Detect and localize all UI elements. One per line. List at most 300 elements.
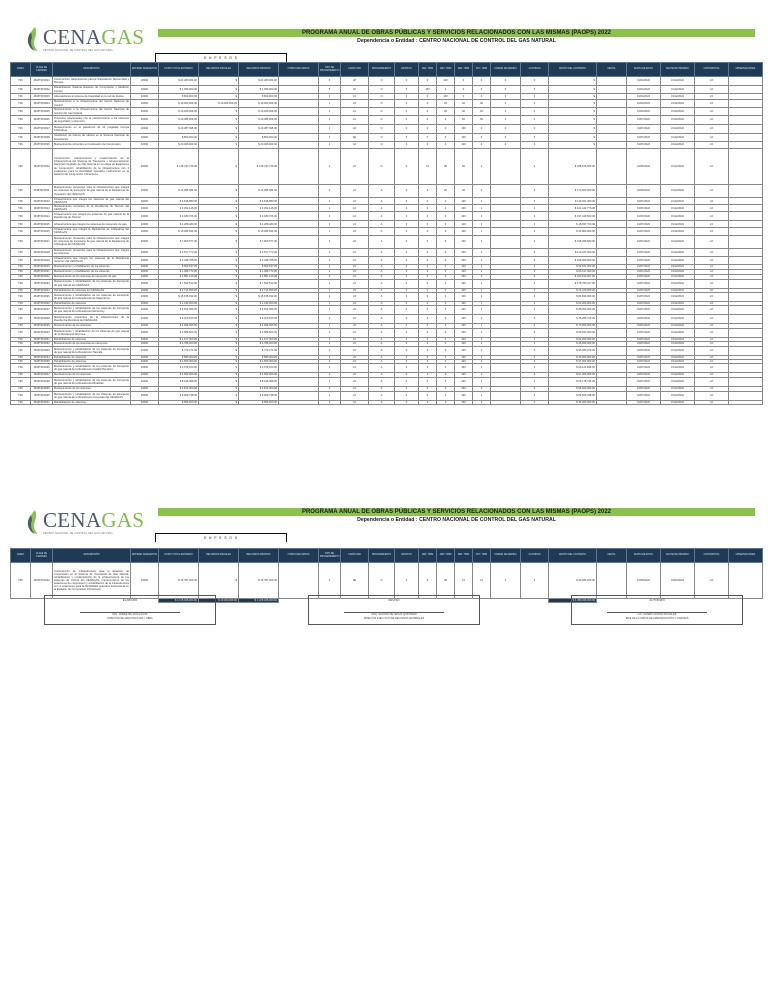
cell-contr: LO (695, 264, 729, 269)
cell-fi: 01/07/2022 (627, 212, 661, 221)
cell-clave: 1518T0K0031 (31, 337, 53, 341)
cell-clave: 1518T0K0016 (31, 228, 53, 235)
cell-tipo: 1 (319, 205, 341, 212)
cell-q4: 1 (473, 337, 491, 341)
cell-oth (279, 149, 319, 185)
cell-desc: Rehabilitación de sistemas (53, 401, 131, 405)
logo-word-b: GAS (101, 24, 145, 49)
cell-ft: 31/12/2022 (661, 401, 695, 405)
cell-ft: 31/03/2024 (661, 563, 695, 599)
total-empty (11, 599, 31, 603)
cell-fecha (597, 314, 627, 323)
cell-fi: 01/07/2022 (627, 125, 661, 134)
cell-proc: A (369, 274, 395, 279)
cell-fi: 01/07/2022 (627, 256, 661, 264)
cell-contr: LO (695, 212, 729, 221)
cell-contr: LO (695, 328, 729, 337)
cell-fisc: $ (199, 401, 239, 405)
cell-car: LO (341, 323, 369, 328)
cell-contr: LO (695, 288, 729, 292)
cell-fi: 01/07/2022 (627, 305, 661, 314)
cell-prop: $ 10,387,395.00 (239, 125, 279, 134)
cell-fi: 01/07/2022 (627, 364, 661, 373)
cell-q4: 0 (473, 125, 491, 134)
cell-monto: $ (549, 116, 597, 125)
cell-costo: $ 3,251,969.00 (159, 305, 199, 314)
cell-fi: 01/07/2022 (627, 274, 661, 279)
cell-q2: 0 (437, 292, 455, 301)
cell-q4: 1 (473, 378, 491, 387)
cell-ent: 32000 (131, 77, 159, 86)
cell-prop: $ 7,960,577.00 (239, 235, 279, 248)
cell-monto: $ 86,000,000.00 (549, 305, 597, 314)
total-monto: $ 4,389,498,000.00 (549, 599, 597, 603)
cell-fi: 01/04/2022 (627, 100, 661, 108)
cell-clave: 1518T0K0018 (31, 248, 53, 256)
cell-ramo: T0K (11, 288, 31, 292)
signature-name: ING. JORGE DE ÁVILA SILVA (112, 613, 148, 616)
cell-est: 0 (395, 228, 419, 235)
cell-tipo: 1 (319, 116, 341, 125)
cell-cant: 4 (521, 387, 549, 392)
column-header: COSTO TOTAL ESTIMADO (159, 549, 199, 563)
cell-tipo: 1 (319, 256, 341, 264)
cell-ent: 32000 (131, 323, 159, 328)
cell-prop: $ 1,960,000.00 (239, 373, 279, 378)
cell-q4: 0 (473, 86, 491, 94)
cell-est: 0 (395, 235, 419, 248)
cell-q3: 100 (455, 337, 473, 341)
column-header: 3ER. TRIM (455, 549, 473, 563)
cell-cant: 0 (521, 77, 549, 86)
cell-fi: 01/07/2022 (627, 142, 661, 149)
cell-um (491, 314, 521, 323)
cell-car: SE (341, 563, 369, 599)
cell-monto: $ (549, 108, 597, 116)
total-prop: $ 1,105,468,000.00 (239, 599, 279, 603)
cell-fecha (597, 401, 627, 405)
cell-fi: 01/07/2022 (627, 328, 661, 337)
table-row (11, 279, 763, 288)
cell-contr: LO (695, 198, 729, 205)
cell-est: 0 (395, 387, 419, 392)
cell-fisc: $ (199, 346, 239, 355)
cell-q1: 0 (419, 212, 437, 221)
cell-fi: 01/06/2022 (627, 563, 661, 599)
cell-car: LO (341, 212, 369, 221)
cell-proc: N (369, 149, 395, 185)
cell-q4: 1 (473, 401, 491, 405)
cell-obs (729, 108, 763, 116)
cell-um (491, 401, 521, 405)
cell-tipo: 1 (319, 387, 341, 392)
cell-tipo: 1 (319, 228, 341, 235)
table-row (11, 116, 763, 125)
cell-ent: 32000 (131, 341, 159, 346)
cell-q1: 15 (419, 149, 437, 185)
cell-costo: $ 503,637.00 (159, 264, 199, 269)
cell-clave: 1518T0K0039 (31, 387, 53, 392)
cell-obs (729, 563, 763, 599)
cell-ft: 31/12/2022 (661, 205, 695, 212)
cell-tipo: 1 (319, 401, 341, 405)
cell-monto: $ 58,000,000.00 (549, 387, 597, 392)
cell-est: 0 (395, 292, 419, 301)
cell-q4: 1 (473, 256, 491, 264)
cell-ramo: T0K (11, 198, 31, 205)
cell-ramo: T0K (11, 373, 31, 378)
cell-q2: 0 (437, 248, 455, 256)
cell-q1: 0 (419, 264, 437, 269)
cell-q2: 0 (437, 364, 455, 373)
cell-costo: $ 1,089,772.00 (159, 269, 199, 274)
cell-costo: $ 8,196,998.00 (159, 378, 199, 387)
cell-proc: A (369, 364, 395, 373)
cell-prop: $ 1,650,000.00 (239, 359, 279, 363)
cell-q4: 1 (473, 149, 491, 185)
cell-car: LO (341, 373, 369, 378)
column-header: PROCEDIMIENTO (369, 63, 395, 77)
cell-q2: 0 (437, 346, 455, 355)
cell-ft: 31/12/2022 (661, 341, 695, 346)
cell-fisc: $ (199, 364, 239, 373)
cell-q4: 21 (473, 563, 491, 599)
cell-fi: 01/07/2022 (627, 264, 661, 269)
cell-proc: A (369, 323, 395, 328)
column-header: 1ER. TRIM (419, 63, 437, 77)
cell-ft: 31/12/2022 (661, 305, 695, 314)
cell-q1: 0 (419, 314, 437, 323)
cell-est: 0 (395, 185, 419, 198)
cell-q1: 0 (419, 134, 437, 142)
cell-obs (729, 235, 763, 248)
cell-q1: 0 (419, 256, 437, 264)
cell-monto: $ 46,300,000.00 (549, 341, 597, 346)
cell-fi: 01/07/2022 (627, 301, 661, 305)
cell-q3: 100 (455, 364, 473, 373)
cell-ramo: T0K (11, 205, 31, 212)
table-row (11, 185, 763, 198)
currency-box (155, 53, 287, 62)
cell-q2: 0 (437, 86, 455, 94)
cell-desc: Proyectos relacionados con el mantenimiento a los sistemas de seguridad y protección (54, 116, 129, 123)
cell-prop: $ 2,920,738.00 (239, 392, 279, 401)
cell-ent: 32000 (131, 100, 159, 108)
cell-q2: 20 (437, 100, 455, 108)
cell-fi: 01/07/2022 (627, 359, 661, 363)
cell-desc: Infraestructura que integra la Residencia de Chihuahua del CENAGAS (54, 228, 129, 235)
cell-q1: 0 (419, 116, 437, 125)
cell-car: LO (341, 125, 369, 134)
cell-proc: A (369, 355, 395, 359)
cell-desc: Mantenimiento a la infraestructura del Centro Nacional de Control del Gas Natural (54, 108, 129, 115)
column-header: 1ER. TRIM (419, 549, 437, 563)
cell-desc: Rehabilitación Sistema Estación de Compresión y Medición Cempa (54, 86, 129, 93)
cell-q2: 20 (437, 108, 455, 116)
cell-q4: 1 (473, 264, 491, 269)
cell-prop: $ 128,731,375.00 (239, 149, 279, 185)
column-header: RAMO (11, 63, 31, 77)
cell-contr: LO (695, 77, 729, 86)
cell-q1: 0 (419, 337, 437, 341)
cell-fisc: $ (199, 292, 239, 301)
cell-prop: $ 800,000.00 (239, 134, 279, 142)
cell-prop: $ 7,693,512.00 (239, 279, 279, 288)
cell-proc: N (369, 94, 395, 100)
cell-proc: A (369, 305, 395, 314)
cell-ent: 32000 (131, 198, 159, 205)
cell-fi: 01/04/2022 (627, 108, 661, 116)
cell-est: 0 (395, 355, 419, 359)
cell-costo: $ 3,303,145.00 (159, 205, 199, 212)
cell-car: SE (341, 134, 369, 142)
cell-clave: 1518T0K0030 (31, 328, 53, 337)
cell-fi: 01/07/2022 (627, 341, 661, 346)
cell-q2: 0 (437, 221, 455, 228)
cell-ent: 32000 (131, 301, 159, 305)
cell-ent: 32000 (131, 401, 159, 405)
cell-tipo: 1 (319, 364, 341, 373)
cell-oth (279, 86, 319, 94)
cell-costo: $ 3,049,795.00 (159, 256, 199, 264)
cell-fisc: $ (199, 235, 239, 248)
cell-ramo: T0K (11, 279, 31, 288)
cell-q1: 100 (419, 86, 437, 94)
cell-proc: A (369, 288, 395, 292)
cell-fisc: $ (199, 256, 239, 264)
cell-fecha (597, 125, 627, 134)
signature-name: LIC. JAVIER CASTRO ROSALES (637, 613, 677, 616)
cell-fi: 01/07/2022 (627, 314, 661, 323)
cell-monto: $ 93,123,848.00 (549, 364, 597, 373)
cell-ent: 32000 (131, 279, 159, 288)
cell-proc: A (369, 301, 395, 305)
cell-tipo: 1 (319, 274, 341, 279)
table-row (11, 221, 763, 228)
cell-contr: LO (695, 314, 729, 323)
cell-q3: 100 (455, 288, 473, 292)
cell-est: 0 (395, 401, 419, 405)
cell-cant: 4 (521, 256, 549, 264)
cell-obs (729, 401, 763, 405)
cell-prop: $ 10,053,534.00 (239, 228, 279, 235)
cell-fisc: $ (199, 125, 239, 134)
column-header: FECHA DE TÉRMINO (661, 549, 695, 563)
cell-q2: 0 (437, 274, 455, 279)
cell-fecha (597, 205, 627, 212)
cell-q1: 0 (419, 77, 437, 86)
cell-monto: $ (549, 86, 597, 94)
cell-ft: 31/12/2022 (661, 108, 695, 116)
table-row (11, 563, 763, 599)
page-subtitle: Dependencia o Entidad : CENTRO NACIONAL DE CONTROL DEL GAS NATURAL (357, 38, 556, 44)
cell-fi: 01/07/2022 (627, 288, 661, 292)
cell-desc: Mantenimiento de los sistemas (53, 323, 131, 328)
cell-desc: Adecuaciones al sistema de integridad en la red de ductos (53, 94, 131, 100)
cell-q2: 0 (437, 142, 455, 149)
cell-ramo: T0K (11, 341, 31, 346)
cell-fi: 01/04/2022 (627, 94, 661, 100)
cell-um: 0 (491, 86, 521, 94)
cell-q2: 0 (437, 116, 455, 125)
cell-cant: 4 (521, 373, 549, 378)
cell-ramo: T0K (11, 274, 31, 279)
cell-ramo: T0K (11, 256, 31, 264)
cell-ent: 32000 (131, 288, 159, 292)
cell-ft: 31/12/2022 (661, 264, 695, 269)
cell-q4: 1 (473, 288, 491, 292)
cell-cant: 4 (521, 314, 549, 323)
column-header: RECURSOS PROPIOS (239, 63, 279, 77)
logo-word-a: CENA (43, 24, 102, 49)
cell-q4: 0 (473, 94, 491, 100)
cell-proc: A (369, 378, 395, 387)
cell-prop: $ 10,000,000.00 (239, 100, 279, 108)
cell-fisc: $ (199, 269, 239, 274)
cell-ft: 31/12/2022 (661, 274, 695, 279)
cell-costo: $ 7,960,577.00 (159, 235, 199, 248)
cell-clave: 1518T0K0028 (31, 314, 53, 323)
cell-monto: $ 37,000,000.00 (549, 359, 597, 363)
signature-position: DIRECTOR DE ARQUITECTURA Y OBRA (107, 617, 153, 620)
total-fisc: $ 10,000,000.00 (199, 599, 239, 603)
cell-desc: Mantenimiento y rehabilitación de los sistemas de transporte de gas natural de la Residencia Monterrey (54, 306, 129, 313)
cell-ent: 32000 (131, 212, 159, 221)
cell-clave: 1518T0K0014 (31, 212, 53, 221)
cell-oth (279, 116, 319, 125)
cell-contr: LO (695, 337, 729, 341)
cell-clave: 1518T0K0025 (31, 292, 53, 301)
cell-proc: A (369, 328, 395, 337)
cell-ramo: T0K (11, 235, 31, 248)
cell-ramo: T0K (11, 221, 31, 228)
cell-tipo: 1 (319, 305, 341, 314)
cell-oth (279, 134, 319, 142)
cell-desc: Mantenimiento y rehabilitación de los sistemas (53, 269, 131, 274)
cell-cant: 4 (521, 269, 549, 274)
cell-costo: $ 1,443,000.00 (159, 301, 199, 305)
cell-q3: 100 (455, 314, 473, 323)
cell-q4: 1 (473, 228, 491, 235)
cell-clave: 1518T0K0041 (31, 401, 53, 405)
cell-q4: 1 (473, 346, 491, 355)
cell-fecha (597, 221, 627, 228)
cell-costo: $ 3,617,773.00 (159, 248, 199, 256)
cell-ent: 32000 (131, 235, 159, 248)
cell-q2: 0 (437, 264, 455, 269)
cell-fisc: $ (199, 328, 239, 337)
cell-obs (729, 212, 763, 221)
cell-cant: 4 (521, 292, 549, 301)
cell-proc: A (369, 228, 395, 235)
cell-costo: $ 30,385,600.00 (159, 116, 199, 125)
cell-contr: LO (695, 185, 729, 198)
cell-clave: 1518T0K0012 (31, 198, 53, 205)
cell-cant: 4 (521, 346, 549, 355)
cell-car: LO (341, 108, 369, 116)
signature-role: REVISÓ (388, 598, 400, 602)
cell-q4: 1 (473, 301, 491, 305)
cell-fecha (597, 279, 627, 288)
cell-ft: 31/12/2022 (661, 269, 695, 274)
cell-monto: $ 18,097,720.00 (549, 221, 597, 228)
cell-oth (279, 256, 319, 264)
cell-q4: 40 (473, 108, 491, 116)
column-header: FECHA DE TÉRMINO (661, 63, 695, 77)
cell-monto: $ (549, 94, 597, 100)
cell-desc: Mantenimiento y rehabilitación de los sistemas de transporte de gas natural del CENAGAS (54, 280, 129, 287)
cell-q1: 0 (419, 100, 437, 108)
cell-costo: $ 1,996,000.00 (159, 323, 199, 328)
cell-monto: $ 63,178,746.00 (549, 378, 597, 387)
cell-obs (729, 205, 763, 212)
cell-oth (279, 100, 319, 108)
column-header: ESTATUS (395, 549, 419, 563)
cell-contr: LO (695, 392, 729, 401)
cell-proc: A (369, 401, 395, 405)
cell-proc: N (369, 116, 395, 125)
cell-proc: A (369, 198, 395, 205)
cell-q2: 0 (437, 279, 455, 288)
cell-contr: LO (695, 378, 729, 387)
cell-costo: $ 22,480,000.00 (159, 77, 199, 86)
cell-desc: Rehabilitación de sistemas (53, 359, 131, 363)
cell-est: 0 (395, 364, 419, 373)
logo-subtitle: CENTRO NACIONAL DE CONTROL DEL GAS NATURAL (43, 48, 114, 52)
cell-tipo: 1 (319, 563, 341, 599)
cell-car: LO (341, 355, 369, 359)
cell-q1: 0 (419, 108, 437, 116)
cell-q3: 100 (455, 378, 473, 387)
cell-proc: A (369, 292, 395, 301)
column-header: RECURSOS FISCALES (199, 549, 239, 563)
cell-fisc: $ (199, 77, 239, 86)
cell-q1: 0 (419, 341, 437, 346)
cell-clave: 1518T0K0021 (31, 269, 53, 274)
cell-costo: $ 3,618,980.00 (159, 198, 199, 205)
cell-fecha (597, 305, 627, 314)
cell-ft: 31/12/2022 (661, 378, 695, 387)
cell-tipo: 1 (319, 301, 341, 305)
cell-clave: 1518T0K0003 (31, 94, 53, 100)
cell-monto: $ 119,461,453.00 (549, 198, 597, 205)
cell-q2: 100 (437, 77, 455, 86)
cell-car: LO (341, 248, 369, 256)
cell-oth (279, 364, 319, 373)
cell-q3: 100 (455, 205, 473, 212)
cell-costo: $ 2,073,813.00 (159, 314, 199, 323)
table-row (11, 86, 763, 94)
cell-ramo: T0K (11, 108, 31, 116)
cell-ft: 31/12/2022 (661, 185, 695, 198)
cell-desc: Sustitución de tramos de tubería en el Sistema Nacional de Gasoductos (54, 134, 129, 141)
cell-proc: N (369, 86, 395, 94)
cell-q3: 100 (455, 301, 473, 305)
cell-monto: $ 40,000,000.00 (549, 355, 597, 359)
cell-q3: 50 (455, 116, 473, 125)
cell-contr: LO (695, 86, 729, 94)
cell-fecha (597, 134, 627, 142)
cell-contr: LO (695, 125, 729, 134)
cell-prop: $ 3,180,766.00 (239, 212, 279, 221)
cell-fisc: $ (199, 108, 239, 116)
cell-costo: $ 10,000,000.00 (159, 100, 199, 108)
cell-ent: 32000 (131, 269, 159, 274)
cell-monto: $ 108,000,000.00 (549, 256, 597, 264)
cell-cant: 4 (521, 328, 549, 337)
cell-monto: $ 197,440,603.00 (549, 212, 597, 221)
cell-tipo: 1 (319, 373, 341, 378)
